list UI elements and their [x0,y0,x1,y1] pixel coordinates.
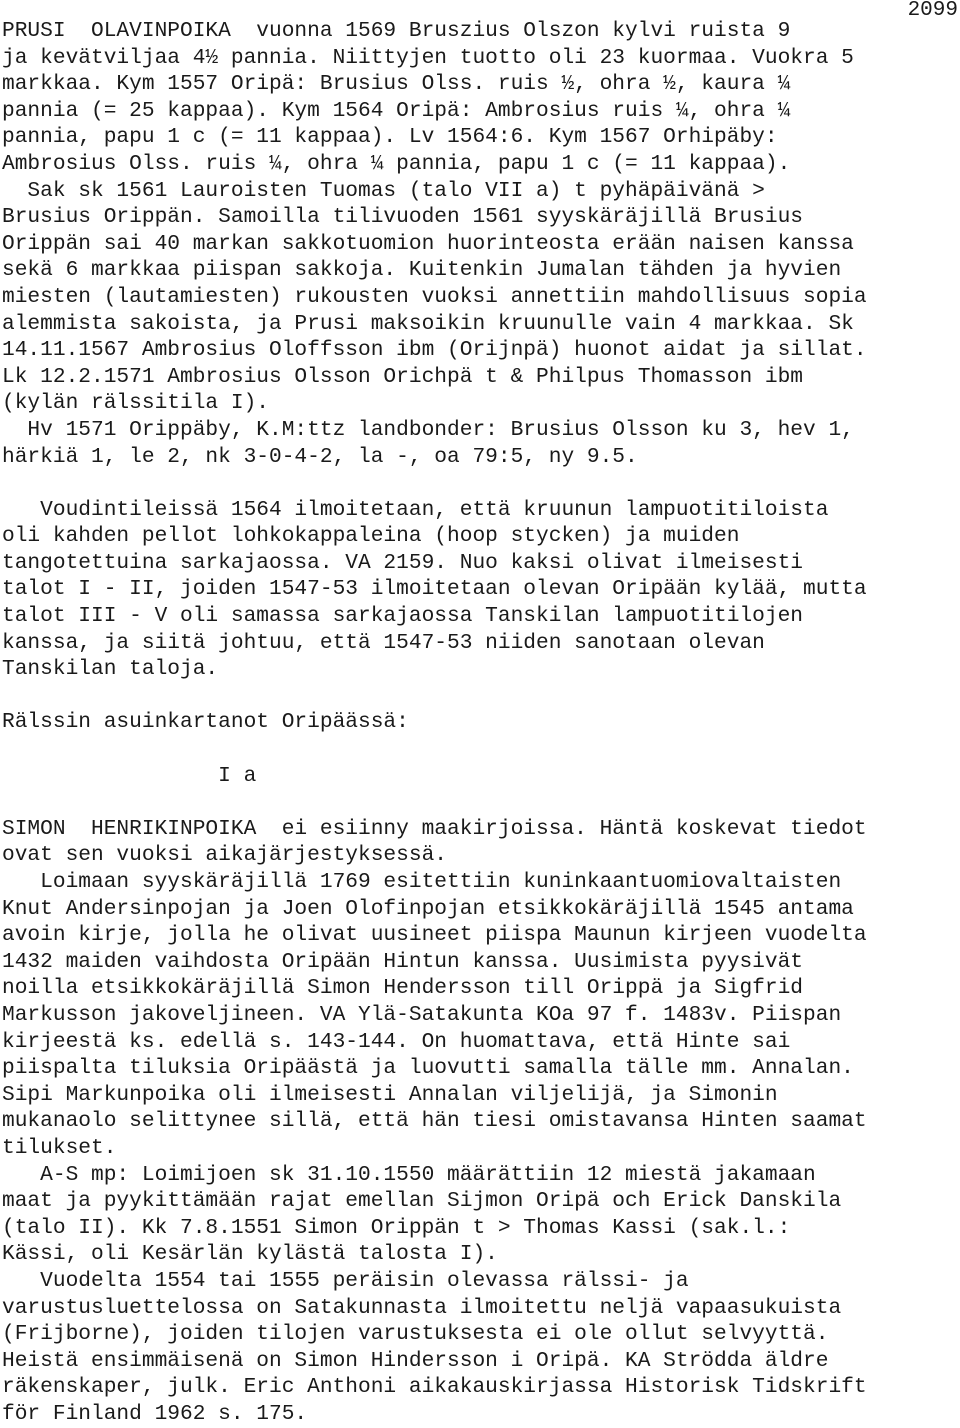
blank-line [2,683,960,710]
text-line: Sak sk 1561 Lauroisten Tuomas (talo VII a) t pyhäpäivänä > [2,178,765,203]
text-line: mukanaolo selittynee sillä, että hän tiesi omistavansa Hinten saamat [2,1109,867,1134]
text-line: (Frijborne), joiden tilojen varustuksesta ei ole ollut selvyyttä. [2,1322,829,1347]
subsection-heading: I a [2,763,257,788]
text-line: Orippän sai 40 markan sakkotuomion huorinteosta erään naisen kanssa [2,231,854,256]
text-line: tangotettuina sarkajaossa. VA 2159. Nuo kaksi olivat ilmeisesti [2,550,804,575]
text-line: talot III - V oli samassa sarkajaossa Tanskilan lampuotitilojen [2,604,804,629]
blank-line [2,470,960,497]
text-line: Heistä ensimmäisenä on Simon Hindersson i Oripä. KA Strödda äldre [2,1348,829,1373]
text-line: Vuodelta 1554 tai 1555 peräisin olevassa rälssi- ja [2,1268,689,1293]
text-line: noilla etsikkokäräjillä Simon Hendersson till Orippä ja Sigfrid [2,976,804,1001]
text-line: (kylän rälssitila I). [2,391,270,416]
text-line: 14.11.1567 Ambrosius Oloffsson ibm (Orijnpä) huonot aidat ja sillat. [2,338,867,363]
text-line: kirjeestä ks. edellä s. 143-144. On huomattava, että Hinte sai [2,1029,791,1054]
blank-line [2,736,960,763]
text-line: tilukset. [2,1135,117,1160]
text-line: härkiä 1, le 2, nk 3-0-4-2, la -, oa 79:5, ny 9.5. [2,444,638,469]
text-line: alemmista sakoista, ja Prusi maksoikin kruunulle vain 4 markkaa. Sk [2,311,854,336]
text-line: markkaa. Kym 1557 Oripä: Brusius Olss. ruis ½, ohra ½, kaura ¼ [2,72,791,97]
text-line: räkenskaper, julk. Eric Anthoni aikakauskirjassa Historisk Tidskrift [2,1375,867,1400]
text-line: Voudintileissä 1564 ilmoitetaan, että kruunun lampuotitiloista [2,497,829,522]
text-line: pannia, papu 1 c (= 11 kappaa). Lv 1564:6. Kym 1567 Orhipäby: [2,125,778,150]
text-line: talot I - II, joiden 1547-53 ilmoitetaan olevan Oripään kylää, mutta [2,577,867,602]
text-line: Lk 12.2.1571 Ambrosius Olsson Orichpä t & Philpus Thomasson ibm [2,364,804,389]
text-line: Kässi, oli Kesärlän kylästä talosta I). [2,1242,498,1267]
text-line: A-S mp: Loimijoen sk 31.10.1550 määrättiin 12 miestä jakamaan [2,1162,816,1187]
text-line: varustusluettelossa on Satakunnasta ilmoitettu neljä vapaasukuista [2,1295,842,1320]
document-page [2,18,960,1427]
text-line: Markusson jakoveljineen. VA Ylä-Satakunta KOa 97 f. 1483v. Piispan [2,1002,842,1027]
text-line: oli kahden pellot lohkokappaleina (hoop stycken) ja muiden [2,524,740,549]
text-line: för Finland 1962 s. 175. [2,1401,308,1426]
paragraph-voudintilit [2,497,960,683]
paragraph-prusi-olavinpoika [2,18,960,470]
text-line: Sipi Markunpoika oli ilmeisesti Annalan viljelijä, ja Simonin [2,1082,778,1107]
text-line: pannia (= 25 kappaa). Kym 1564 Oripä: Ambrosius ruis ¼, ohra ¼ [2,98,791,123]
text-line: sekä 6 markkaa piispan sakkoja. Kuitenkin Jumalan tähden ja hyvien [2,258,842,283]
blank-line [2,789,960,816]
text-line: ovat sen vuoksi aikajärjestyksessä. [2,843,448,868]
section-heading: Rälssin asuinkartanot Oripäässä: [2,710,409,735]
paragraph-simon-henrikinpoika [2,816,960,1428]
text-line: SIMON HENRIKINPOIKA ei esiinny maakirjoissa. Häntä koskevat tiedot [2,816,867,841]
text-line: Tanskilan taloja. [2,657,219,682]
text-line: 1432 maiden vaihdosta Oripään Hintun kanssa. Uusimista pyysivät [2,949,804,974]
text-line: ja kevätviljaa 4½ pannia. Niittyjen tuotto oli 23 kuormaa. Vuokra 5 [2,45,854,70]
text-line: PRUSI OLAVINPOIKA vuonna 1569 Bruszius Olszon kylvi ruista 9 [2,19,791,43]
text-line: maat ja pyykittämään rajat emellan Sijmon Oripä och Erick Danskila [2,1189,842,1214]
text-line: (talo II). Kk 7.8.1551 Simon Orippän t > Thomas Kassi (sak.l.: [2,1215,791,1240]
text-line: Hv 1571 Orippäby, K.M:ttz landbonder: Brusius Olsson ku 3, hev 1, [2,417,854,442]
text-line: kanssa, ja siitä johtuu, että 1547-53 niiden sanotaan olevan [2,630,765,655]
page-number: 2099 [907,0,958,22]
text-line: Ambrosius Olss. ruis ¼, ohra ¼ pannia, papu 1 c (= 11 kappaa). [2,151,791,176]
text-line: avoin kirje, jolla he olivat uusineet piispa Maunun kirjeen vuodelta [2,923,867,948]
text-line: miesten (lautamiesten) rukousten vuoksi annettiin mahdollisuus sopia [2,284,867,309]
text-line: piispalta tiluksia Oripäästä ja luovutti samalla tälle mm. Annalan. [2,1056,854,1081]
text-line: Brusius Orippän. Samoilla tilivuoden 1561 syyskäräjillä Brusius [2,205,804,230]
text-line: Loimaan syyskäräjillä 1769 esitettiin kuninkaantuomiovaltaisten [2,870,842,894]
text-line: Knut Andersinpojan ja Joen Olofinpojan etsikkokäräjillä 1545 antama [2,896,854,921]
